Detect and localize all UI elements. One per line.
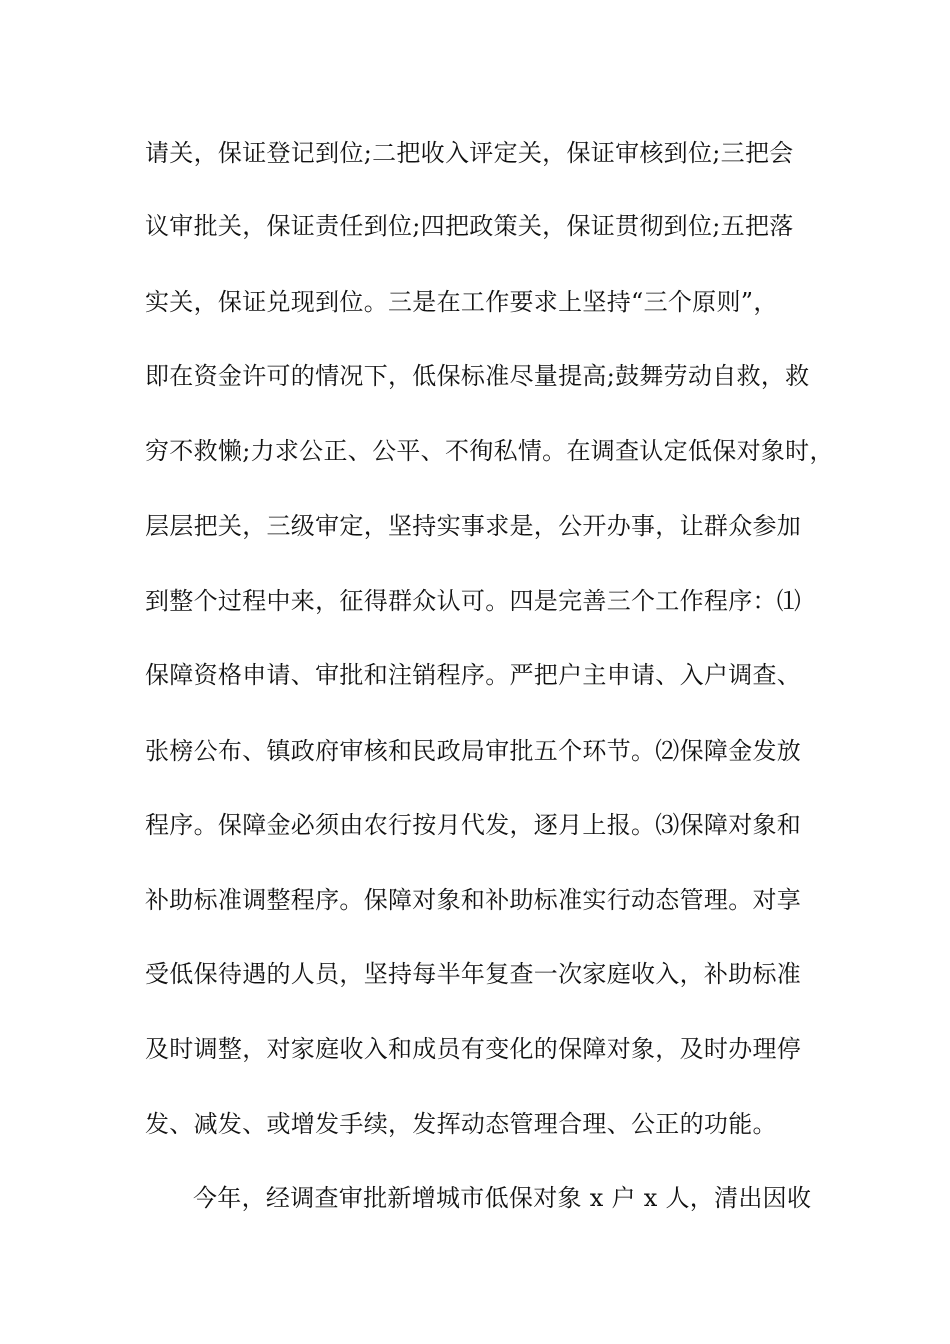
paragraph-line: 程序。保障金必须由农行按月代发，逐月上报。⑶保障对象和 <box>145 811 802 839</box>
paragraph-line: 及时调整，对家庭收入和成员有变化的保障对象，及时办理停 <box>145 1035 802 1063</box>
paragraph-line: 受低保待遇的人员，坚持每半年复查一次家庭收入，补助标准 <box>145 960 802 988</box>
paragraph-line: 请关，保证登记到位;二把收入评定关，保证审核到位;三把会 <box>145 139 794 167</box>
paragraph-line: 穷不救懒;力求公正、公平、不徇私情。在调查认定低保对象时， <box>145 437 834 465</box>
paragraph-line: 保障资格申请、审批和注销程序。严把户主申请、入户调查、 <box>145 661 802 689</box>
paragraph-line: 层层把关，三级审定，坚持实事求是，公开办事，让群众参加 <box>145 512 802 540</box>
paragraph-line: 补助标准调整程序。保障对象和补助标准实行动态管理。对享 <box>145 886 802 914</box>
paragraph-first-line: 今年，经调查审批新增城市低保对象 x 户 x 人，清出因收 <box>193 1184 812 1212</box>
paragraph-line: 议审批关，保证责任到位;四把政策关，保证贯彻到位;五把落 <box>145 212 794 240</box>
paragraph-line: 实关，保证兑现到位。三是在工作要求上坚持“三个原则”， <box>145 288 778 316</box>
paragraph-line: 发、减发、或增发手续，发挥动态管理合理、公正的功能。 <box>145 1110 777 1138</box>
paragraph-line: 到整个过程中来，征得群众认可。四是完善三个工作程序：⑴ <box>145 587 802 615</box>
paragraph-line: 即在资金许可的情况下，低保标准尽量提高;鼓舞劳动自救，救 <box>145 362 810 390</box>
paragraph-line: 张榜公布、镇政府审核和民政局审批五个环节。⑵保障金发放 <box>145 737 802 765</box>
